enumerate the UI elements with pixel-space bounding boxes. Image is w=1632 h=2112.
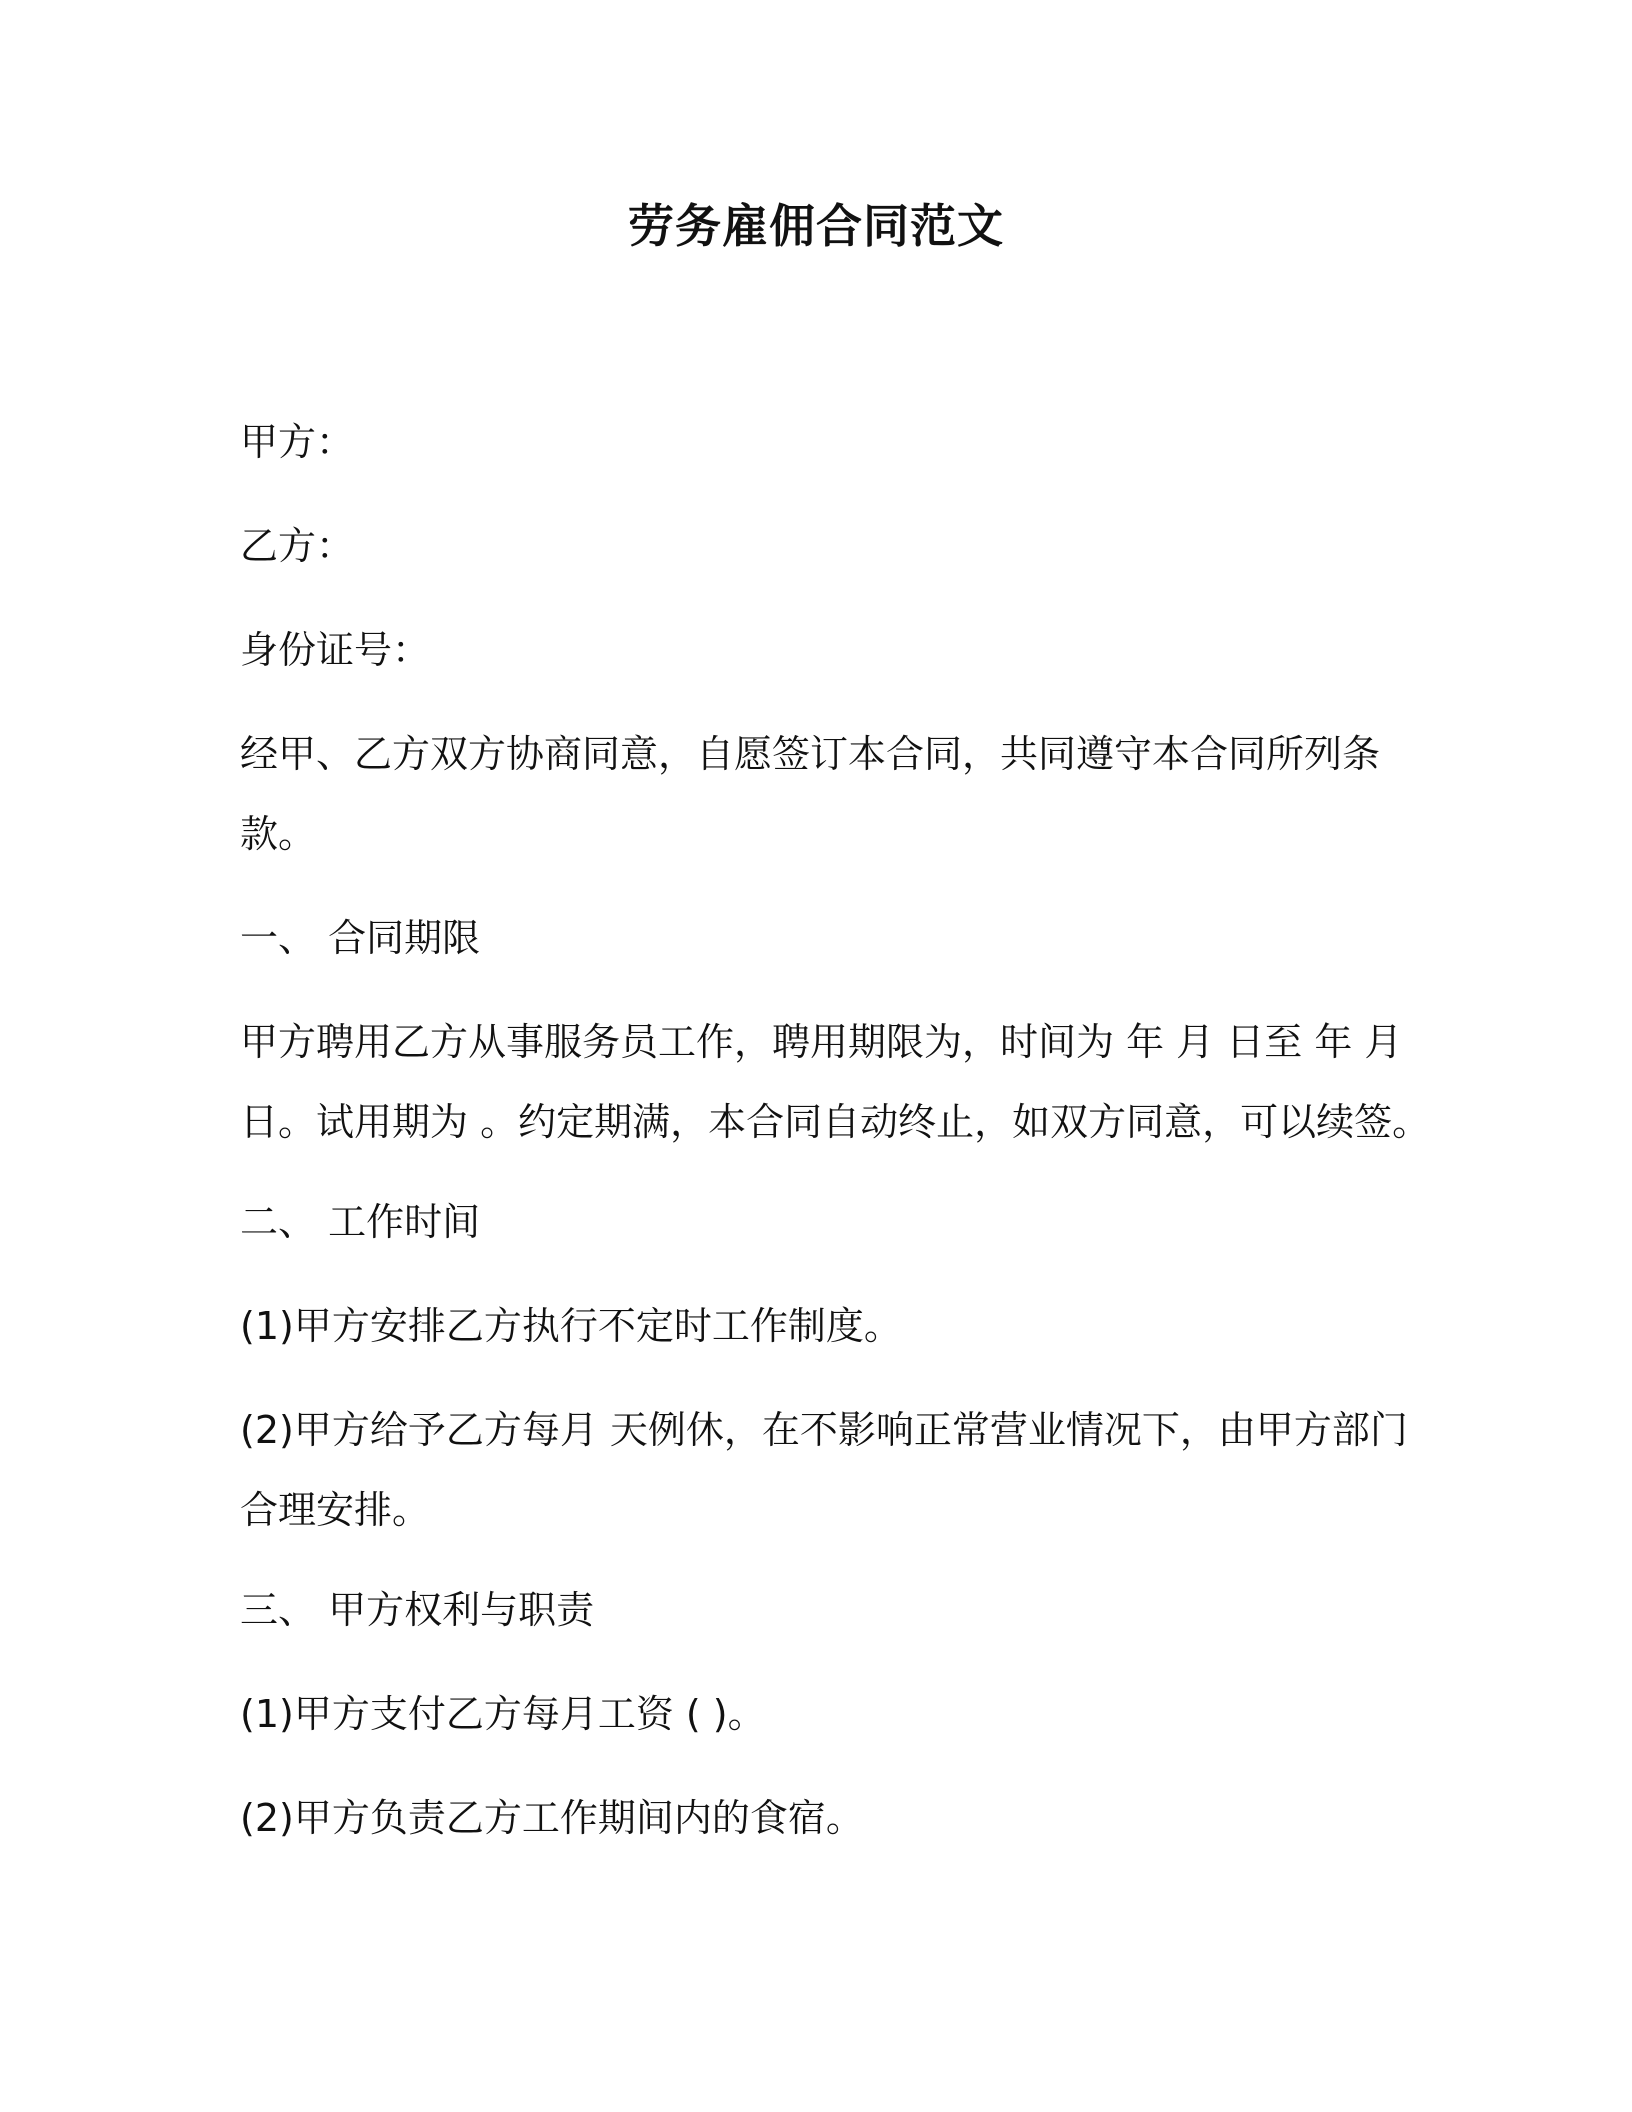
- section2-heading: 二、 工作时间: [240, 1200, 481, 1244]
- intro-line-2: 款。: [240, 812, 317, 856]
- section2-item-2: [240, 1390, 1408, 1550]
- id-number-field: 身份证号：: [240, 628, 431, 672]
- section2-item-2-line-1: (2)甲方给予乙方每月 天例休，在不影响正常营业情况下，由甲方部门: [240, 1408, 1408, 1452]
- party-b-field: 乙方：: [240, 524, 355, 568]
- section2-item-1: (1)甲方安排乙方执行不定时工作制度。: [240, 1304, 902, 1348]
- party-a-field: 甲方：: [240, 420, 355, 464]
- section1-body: [240, 1002, 1431, 1162]
- section3-heading: 三、 甲方权利与职责: [240, 1588, 595, 1632]
- intro-paragraph: [240, 714, 1400, 874]
- section1-body-line-2: 日。试用期为 。约定期满，本合同自动终止，如双方同意，可以续签。: [240, 1100, 1431, 1144]
- section1-heading: 一、 合同期限: [240, 916, 481, 960]
- section3-item-2: (2)甲方负责乙方工作期间内的食宿。: [240, 1796, 864, 1840]
- section1-body-line-1: 甲方聘用乙方从事服务员工作，聘用期限为，时间为 年 月 日至 年 月: [240, 1020, 1403, 1064]
- section3-item-1: (1)甲方支付乙方每月工资 ( )。: [240, 1692, 766, 1736]
- intro-line-1: 经甲、乙方双方协商同意，自愿签订本合同，共同遵守本合同所列条: [240, 732, 1381, 776]
- document-title: 劳务雇佣合同范文: [628, 199, 1004, 253]
- section2-item-2-line-2: 合理安排。: [240, 1488, 431, 1532]
